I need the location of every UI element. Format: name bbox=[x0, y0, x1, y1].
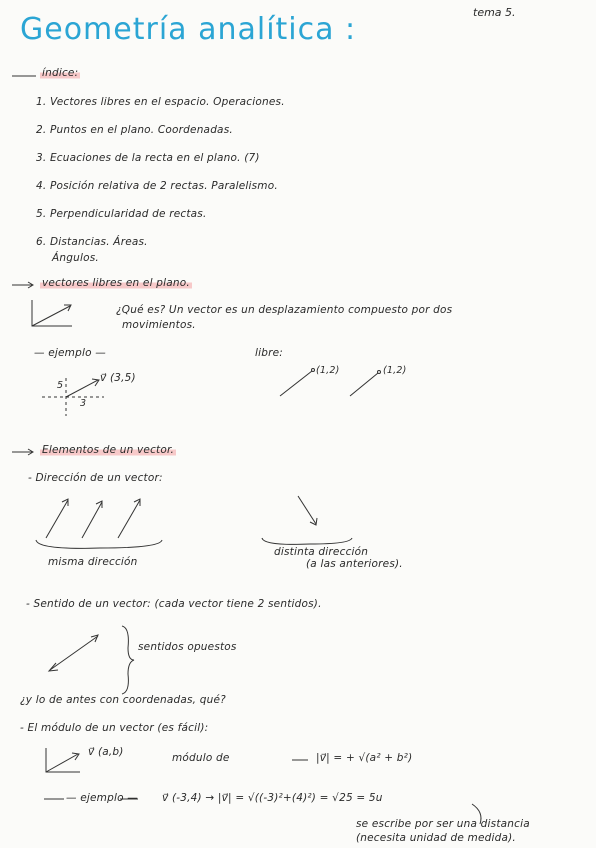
direccion-label: - Dirección de un vector: bbox=[28, 472, 163, 484]
distinta-direccion-label: distinta dirección bbox=[274, 546, 369, 558]
axes-sketch bbox=[32, 300, 72, 326]
point-1-2-a: (1,2) bbox=[316, 365, 340, 376]
example-formula: v⃗ (-3,4) → |v⃗| = √((-3)²+(4)²) = √25 = 5u bbox=[162, 792, 383, 804]
index-item-2: 2. Puntos en el plano. Coordenadas. bbox=[36, 124, 233, 136]
index-item-5: 5. Perpendicularidad de rectas. bbox=[36, 208, 207, 220]
axis-five: 5 bbox=[57, 380, 64, 391]
example-label-2: — ejemplo — bbox=[66, 792, 138, 804]
sentidos-opuestos-label: sentidos opuestos bbox=[138, 641, 237, 653]
note-distance-2: (necesita unidad de medida). bbox=[356, 832, 516, 844]
section-heading-vectores: vectores libres en el plano. bbox=[42, 277, 190, 289]
modulo-de-label: módulo de bbox=[172, 752, 230, 764]
question-line-1: ¿Qué es? Un vector es un desplazamiento compuesto por dos bbox=[116, 304, 453, 316]
question-line-2: movimientos. bbox=[122, 319, 196, 331]
point-1-2-b: (1,2) bbox=[383, 365, 407, 376]
libre-label: libre: bbox=[255, 347, 284, 359]
index-item-4: 4. Posición relativa de 2 rectas. Paralelismo. bbox=[36, 180, 278, 192]
sentido-label: - Sentido de un vector: (cada vector tiene 2 sentidos). bbox=[26, 598, 322, 610]
section-heading-elementos: Elementos de un vector. bbox=[42, 444, 175, 456]
index-item-1: 1. Vectores libres en el espacio. Operaciones. bbox=[36, 96, 285, 108]
axis-three: 3 bbox=[80, 398, 87, 409]
topic-number: tema 5. bbox=[473, 6, 516, 19]
note-distance-1: se escribe por ser una distancia bbox=[356, 818, 530, 830]
modulo-formula: |v⃗| = + √(a² + b²) bbox=[316, 752, 413, 764]
distinta-direccion-note: (a las anteriores). bbox=[306, 558, 403, 570]
modulo-label: - El módulo de un vector (es fácil): bbox=[20, 722, 209, 734]
index-item-6-extra: Ángulos. bbox=[52, 252, 99, 264]
index-item-6: 6. Distancias. Áreas. bbox=[36, 236, 148, 248]
misma-direccion-label: misma dirección bbox=[48, 556, 138, 568]
page-title: Geometría analítica : bbox=[20, 12, 357, 47]
example-label: — ejemplo — bbox=[34, 347, 106, 359]
coordenadas-question: ¿y lo de antes con coordenadas, qué? bbox=[20, 694, 226, 706]
vector-ab-label: v⃗ (a,b) bbox=[88, 746, 124, 758]
vector-label-3-5: v⃗ (3,5) bbox=[100, 372, 136, 384]
index-label: índice: bbox=[42, 67, 79, 79]
index-item-3: 3. Ecuaciones de la recta en el plano. (7) bbox=[36, 152, 260, 164]
